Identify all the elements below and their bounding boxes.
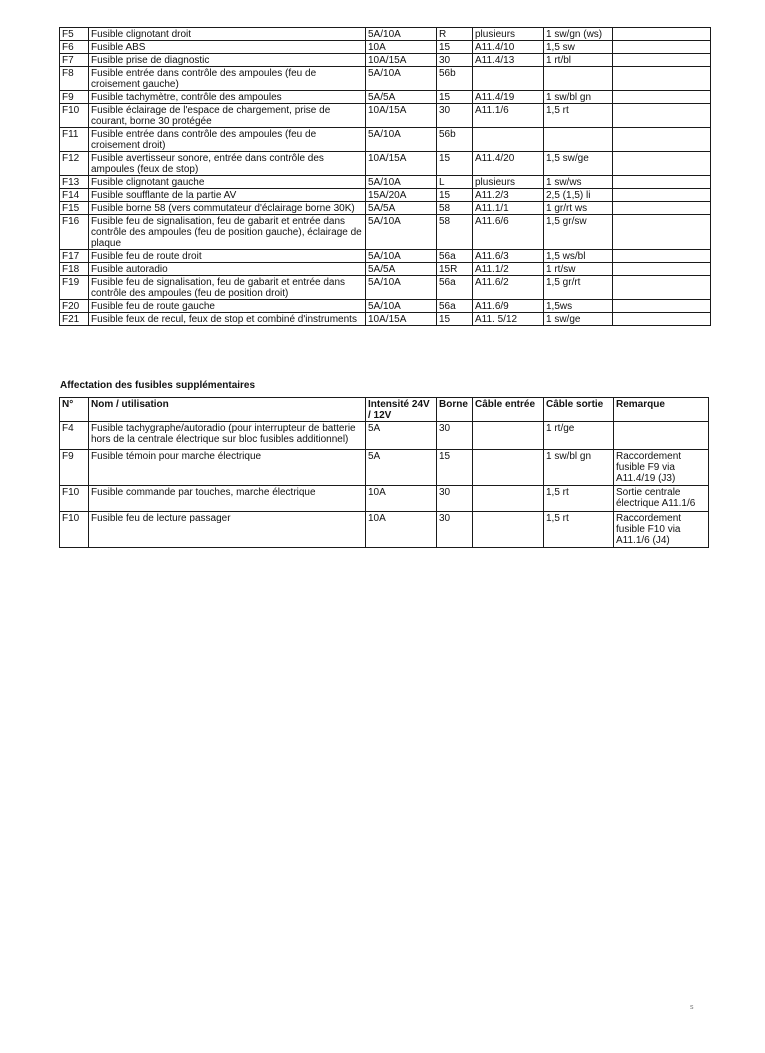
cell-no: F20 (60, 300, 89, 313)
cell-cable-in: A11.1/1 (473, 202, 544, 215)
cell-cable-out: 1 sw/bl gn (544, 91, 613, 104)
header-borne: Borne (437, 398, 473, 422)
cell-name: Fusible entrée dans contrôle des ampoules (feu de croisement gauche) (89, 67, 366, 91)
cell-cable-in: A11.4/10 (473, 41, 544, 54)
fuse-table-extra-body (60, 422, 709, 548)
table-row (60, 41, 711, 54)
table-row (60, 104, 711, 128)
table-row (60, 54, 711, 67)
cell-remark: Raccordement fusible F10 via A11.1/6 (J4) (614, 512, 709, 548)
cell-borne: 30 (437, 422, 473, 450)
table-row (60, 300, 711, 313)
cell-intensity: 5A/10A (366, 276, 437, 300)
table-row (60, 450, 709, 486)
cell-cable-out: 1,5 ws/bl (544, 250, 613, 263)
cell-cable-in (473, 512, 544, 548)
cell-borne: 30 (437, 104, 473, 128)
cell-name: Fusible témoin pour marche électrique (89, 450, 366, 486)
cell-intensity: 5A/5A (366, 202, 437, 215)
cell-remark (613, 202, 711, 215)
cell-intensity: 10A (366, 486, 437, 512)
cell-name: Fusible éclairage de l'espace de chargement, prise de courant, borne 30 protégée (89, 104, 366, 128)
cell-name: Fusible feu de signalisation, feu de gabarit et entrée dans contrôle des ampoules (feu de position gauche), éclairage de plaque (89, 215, 366, 250)
cell-no: F16 (60, 215, 89, 250)
cell-no: F9 (60, 450, 89, 486)
cell-cable-out (544, 128, 613, 152)
cell-cable-in: A11.6/9 (473, 300, 544, 313)
cell-cable-out: 1,5 sw/ge (544, 152, 613, 176)
cell-no: F7 (60, 54, 89, 67)
cell-cable-in: A11.2/3 (473, 189, 544, 202)
cell-cable-out: 1 rt/ge (544, 422, 614, 450)
cell-remark (613, 263, 711, 276)
table-row (60, 202, 711, 215)
cell-cable-in (473, 486, 544, 512)
cell-cable-out: 1 sw/bl gn (544, 450, 614, 486)
cell-no: F15 (60, 202, 89, 215)
cell-cable-out: 1 sw/gn (ws) (544, 28, 613, 41)
header-cable-out: Câble sortie (544, 398, 614, 422)
cell-intensity: 5A (366, 422, 437, 450)
table-row (60, 176, 711, 189)
cell-borne: 58 (437, 215, 473, 250)
cell-borne: 15R (437, 263, 473, 276)
cell-remark (613, 104, 711, 128)
cell-name: Fusible feu de signalisation, feu de gabarit et entrée dans contrôle des ampoules (feu de position droit) (89, 276, 366, 300)
table-row (60, 189, 711, 202)
cell-remark (613, 91, 711, 104)
cell-borne: 56b (437, 67, 473, 91)
cell-borne: 56a (437, 276, 473, 300)
cell-cable-in: A11.4/13 (473, 54, 544, 67)
cell-cable-in: plusieurs (473, 28, 544, 41)
cell-name: Fusible autoradio (89, 263, 366, 276)
cell-remark (613, 300, 711, 313)
table-row (60, 250, 711, 263)
cell-remark (613, 176, 711, 189)
cell-cable-in: A11. 5/12 (473, 313, 544, 326)
cell-no: F4 (60, 422, 89, 450)
section-title: Affectation des fusibles supplémentaires (60, 380, 256, 391)
cell-no: F13 (60, 176, 89, 189)
cell-borne: 56a (437, 250, 473, 263)
cell-intensity: 5A/10A (366, 250, 437, 263)
cell-intensity: 5A/5A (366, 263, 437, 276)
cell-no: F19 (60, 276, 89, 300)
cell-cable-out: 1,5 rt (544, 486, 614, 512)
table-row (60, 422, 709, 450)
cell-intensity: 10A (366, 41, 437, 54)
table-row (60, 91, 711, 104)
cell-borne: 15 (437, 450, 473, 486)
cell-name: Fusible prise de diagnostic (89, 54, 366, 67)
cell-name: Fusible entrée dans contrôle des ampoules (feu de croisement droit) (89, 128, 366, 152)
table-row (60, 215, 711, 250)
cell-remark (613, 313, 711, 326)
cell-name: Fusible clignotant gauche (89, 176, 366, 189)
cell-cable-in: A11.6/3 (473, 250, 544, 263)
cell-intensity: 10A/15A (366, 104, 437, 128)
cell-borne: 58 (437, 202, 473, 215)
cell-cable-out: 1 rt/bl (544, 54, 613, 67)
cell-no: F10 (60, 486, 89, 512)
cell-no: F18 (60, 263, 89, 276)
cell-remark (613, 41, 711, 54)
cell-cable-in (473, 450, 544, 486)
cell-cable-out: 1 rt/sw (544, 263, 613, 276)
cell-cable-in (473, 67, 544, 91)
cell-remark (613, 54, 711, 67)
cell-no: F10 (60, 104, 89, 128)
cell-cable-out: 2,5 (1,5) li (544, 189, 613, 202)
header-name: Nom / utilisation (89, 398, 366, 422)
table-row (60, 128, 711, 152)
cell-name: Fusible feu de lecture passager (89, 512, 366, 548)
cell-cable-in: A11.6/2 (473, 276, 544, 300)
cell-name: Fusible tachymètre, contrôle des ampoules (89, 91, 366, 104)
cell-no: F11 (60, 128, 89, 152)
cell-name: Fusible tachygraphe/autoradio (pour interrupteur de batterie hors de la centrale électrique sur bloc fusibles additionnel) (89, 422, 366, 450)
cell-borne: 15 (437, 152, 473, 176)
cell-borne: L (437, 176, 473, 189)
cell-cable-out: 1,5 gr/sw (544, 215, 613, 250)
cell-remark (613, 276, 711, 300)
fuse-table-extra (59, 397, 709, 548)
cell-no: F5 (60, 28, 89, 41)
cell-borne: 30 (437, 486, 473, 512)
cell-cable-out: 1,5ws (544, 300, 613, 313)
cell-intensity: 5A (366, 450, 437, 486)
cell-name: Fusible feux de recul, feux de stop et combiné d'instruments (89, 313, 366, 326)
cell-no: F14 (60, 189, 89, 202)
cell-borne: R (437, 28, 473, 41)
cell-name: Fusible avertisseur sonore, entrée dans contrôle des ampoules (feux de stop) (89, 152, 366, 176)
cell-name: Fusible ABS (89, 41, 366, 54)
cell-remark (613, 152, 711, 176)
cell-intensity: 10A/15A (366, 54, 437, 67)
cell-intensity: 10A/15A (366, 152, 437, 176)
cell-name: Fusible borne 58 (vers commutateur d'éclairage borne 30K) (89, 202, 366, 215)
cell-cable-in: A11.1/2 (473, 263, 544, 276)
header-no: N° (60, 398, 89, 422)
cell-borne: 15 (437, 41, 473, 54)
cell-remark: Raccordement fusible F9 via A11.4/19 (J3) (614, 450, 709, 486)
cell-cable-in (473, 128, 544, 152)
cell-cable-in: A11.1/6 (473, 104, 544, 128)
table-row (60, 313, 711, 326)
table-row (60, 263, 711, 276)
cell-name: Fusible soufflante de la partie AV (89, 189, 366, 202)
cell-cable-in: A11.4/19 (473, 91, 544, 104)
cell-cable-out: 1 sw/ws (544, 176, 613, 189)
cell-cable-out (544, 67, 613, 91)
table-row (60, 67, 711, 91)
cell-remark (613, 67, 711, 91)
table-header-row (60, 398, 709, 422)
cell-name: Fusible commande par touches, marche électrique (89, 486, 366, 512)
cell-intensity: 5A/5A (366, 91, 437, 104)
cell-intensity: 5A/10A (366, 67, 437, 91)
cell-cable-in (473, 422, 544, 450)
cell-cable-out: 1,5 gr/rt (544, 276, 613, 300)
cell-borne: 56a (437, 300, 473, 313)
cell-intensity: 5A/10A (366, 176, 437, 189)
header-remark: Remarque (614, 398, 709, 422)
cell-remark (613, 250, 711, 263)
table-row (60, 486, 709, 512)
cell-intensity: 5A/10A (366, 300, 437, 313)
cell-borne: 56b (437, 128, 473, 152)
cell-no: F12 (60, 152, 89, 176)
table-row (60, 152, 711, 176)
cell-cable-out: 1,5 rt (544, 104, 613, 128)
cell-intensity: 15A/20A (366, 189, 437, 202)
cell-intensity: 5A/10A (366, 128, 437, 152)
cell-remark (613, 189, 711, 202)
cell-borne: 15 (437, 313, 473, 326)
cell-no: F6 (60, 41, 89, 54)
cell-intensity: 5A/10A (366, 28, 437, 41)
cell-borne: 30 (437, 54, 473, 67)
cell-no: F10 (60, 512, 89, 548)
cell-intensity: 10A (366, 512, 437, 548)
table-row (60, 276, 711, 300)
cell-intensity: 10A/15A (366, 313, 437, 326)
cell-remark (613, 128, 711, 152)
cell-cable-in: A11.4/20 (473, 152, 544, 176)
header-cable-in: Câble entrée (473, 398, 544, 422)
cell-borne: 30 (437, 512, 473, 548)
cell-cable-out: 1,5 sw (544, 41, 613, 54)
cell-cable-out: 1,5 rt (544, 512, 614, 548)
cell-no: F8 (60, 67, 89, 91)
cell-no: F17 (60, 250, 89, 263)
cell-intensity: 5A/10A (366, 215, 437, 250)
cell-remark (613, 28, 711, 41)
cell-cable-out: 1 gr/rt ws (544, 202, 613, 215)
cell-cable-out: 1 sw/ge (544, 313, 613, 326)
cell-remark (613, 215, 711, 250)
page-mark: s (690, 1004, 694, 1011)
cell-no: F9 (60, 91, 89, 104)
cell-cable-in: plusieurs (473, 176, 544, 189)
cell-name: Fusible feu de route droit (89, 250, 366, 263)
table-row (60, 512, 709, 548)
fuse-table-main (59, 27, 711, 326)
header-intensity: Intensité 24V / 12V (366, 398, 437, 422)
cell-borne: 15 (437, 91, 473, 104)
cell-name: Fusible clignotant droit (89, 28, 366, 41)
fuse-table-main-body (60, 28, 711, 326)
cell-cable-in: A11.6/6 (473, 215, 544, 250)
cell-borne: 15 (437, 189, 473, 202)
cell-remark (614, 422, 709, 450)
cell-name: Fusible feu de route gauche (89, 300, 366, 313)
cell-remark: Sortie centrale électrique A11.1/6 (614, 486, 709, 512)
cell-no: F21 (60, 313, 89, 326)
table-row (60, 28, 711, 41)
